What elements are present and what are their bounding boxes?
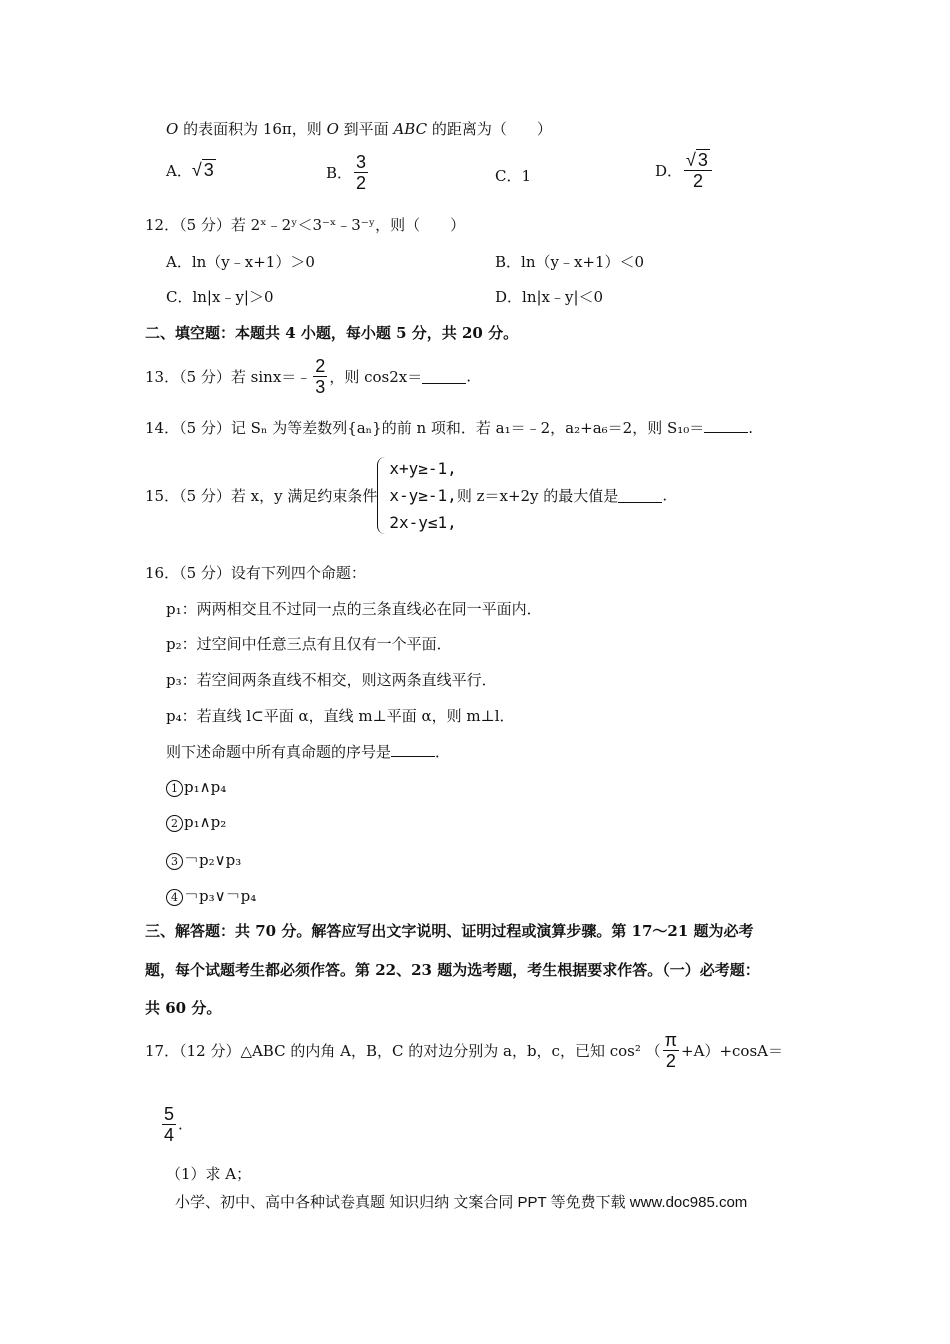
q16-ask: 则下述命题中所有真命题的序号是 ． [166,743,451,761]
q17-sub-1: （1）求 A； [166,1165,252,1183]
q17-value: $\frac{5}{4}$ . [164,1104,183,1145]
q16-choice: 3 ￢p₂∨p₃ [166,849,241,870]
q11-stem-tail: O 的表面积为 16π，则 O 到平面 ABC 的距离为（ ） [166,120,552,138]
circled-number: 1 [166,780,183,797]
brace-icon [377,457,386,534]
section-3-heading-line: 三、解答题：共 70 分。解答应写出文字说明、证明过程或演算步骤。第 17～21 题为必考 [145,922,754,940]
sqrt-symbol: √ 3 [191,160,214,180]
answer-blank [704,418,748,433]
q11-option-c: C．1 [495,167,532,185]
fraction: $\frac{√ 3}{2}$ [684,150,712,191]
q11-option-a: A．√ 3 [166,160,214,180]
q15: 15．（5 分）若 x，y 满足约束条件 x+y≥-1, x-y≥-1, 2x-y≤1, 则 z＝x+2y 的最大值是 . [145,455,667,536]
q16-p4: p₄：若直线 l⊂平面 α，直线 m⊥平面 α，则 m⊥l． [166,707,515,725]
q13: 13．（5 分）若 sinx＝﹣ $\frac{2}{3}$ ，则 cos2x＝ . [145,356,471,397]
circled-number: 3 [166,853,183,870]
q17-stem: 17．（12 分）△ABC 的内角 A，B，C 的对边分别为 a，b，c，已知 cos² （ $\frac{\pi}{2}$ +A）+cosA＝ [145,1030,783,1071]
q16-choice: 4 ￢p₃∨￢p₄ [166,885,256,906]
q16-stem: 16．（5 分）设有下列四个命题： [145,564,366,582]
section-2-heading: 二、填空题：本题共 4 小题，每小题 5 分，共 20 分。 [145,324,519,342]
circled-number: 4 [166,889,183,906]
answer-blank [618,488,662,503]
q11-option-d: D． $\frac{√ 3}{2}$ [655,150,714,191]
q16-choice: 2 p₁∧p₂ [166,813,226,832]
q12-option-d: D．ln|x﹣y|＜0 [495,288,604,306]
q16-p1: p₁：两两相交且不过同一点的三条直线必在同一平面内． [166,600,542,618]
fraction: $\frac{3}{2}$ [356,152,367,193]
q12-option-c: C．ln|x﹣y|＞0 [166,288,274,306]
q12-option-b: B．ln（y﹣x+1）＜0 [495,253,645,271]
q16-p2: p₂：过空间中任意三点有且仅有一个平面． [166,635,452,653]
fraction: $\frac{\pi}{2}$ [664,1030,678,1071]
page-footer: 小学、初中、高中各种试卷真题 知识归纳 文案合同 PPT 等免费下载 www.doc985.com [175,1194,748,1211]
section-3-heading-line: 题，每个试题考生都必须作答。第 22、23 题为选考题，考生根据要求作答。（一）必考题： [145,961,760,979]
q12-stem: 12．（5 分）若 2ˣ﹣2ʸ＜3⁻ˣ﹣3⁻ʸ，则（ ） [145,216,466,234]
answer-blank [422,369,466,384]
fraction: $\frac{2}{3}$ [315,356,326,397]
q11-option-b: B． $\frac{3}{2}$ [326,152,367,193]
constraint-system: x+y≥-1, x-y≥-1, 2x-y≤1, [377,455,456,536]
q14: 14．（5 分）记 Sₙ 为等差数列{aₙ}的前 n 项和．若 a₁＝﹣2，a₂+a₆＝2，则 S₁₀＝ . [145,419,754,437]
fraction: $\frac{5}{4}$ [164,1104,175,1145]
circled-number: 2 [166,815,183,832]
q12-option-a: A．ln（y﹣x+1）＞0 [166,253,315,271]
section-3-heading-line: 共 60 分。 [145,999,222,1017]
answer-blank [391,742,435,757]
q16-choice: 1 p₁∧p₄ [166,778,226,797]
q16-p3: p₃：若空间两条直线不相交，则这两条直线平行． [166,671,497,689]
